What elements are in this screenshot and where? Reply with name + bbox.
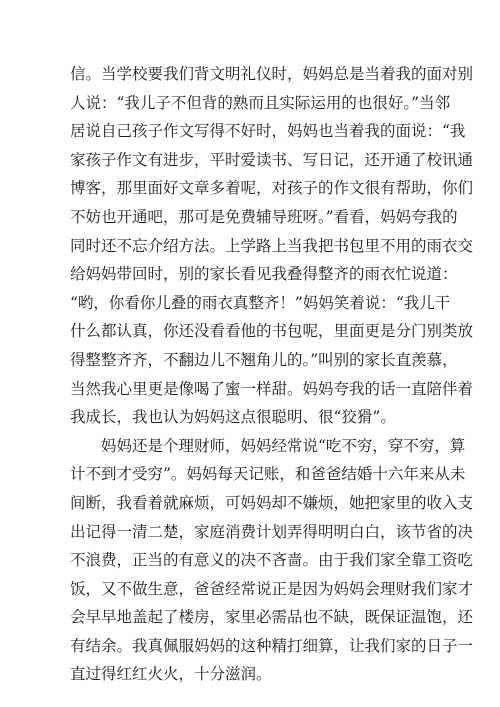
text-line: 妈妈还是个理财师，妈妈经常说“吃不穷，穿不穷，算 <box>101 436 466 455</box>
text-line: 人说：“我儿子不但背的熟而且实际运用的也很好。”当邻 <box>70 93 451 112</box>
text-line: 间断，我看着就麻烦，可妈妈却不嫌烦，她把家里的收入支 <box>70 493 474 512</box>
text-line: 不浪费，正当的有意义的决不吝啬。由于我们家全靠工资吃 <box>70 551 474 570</box>
text-line: 饭，又不做生意，爸爸经常说正是因为妈妈会理财我们家才 <box>70 579 474 598</box>
text-line: 当然我心里更是像喝了蜜一样甜。妈妈夸我的话一直陪伴着 <box>70 379 474 398</box>
text-line: 信。当学校要我们背文明礼仪时，妈妈总是当着我的面对别 <box>70 65 474 83</box>
text-line: 有结余。我真佩服妈妈的这种精打细算，让我们家的日子一 <box>70 636 474 655</box>
text-line: 直过得红红火火，十分滋润。 <box>70 665 272 684</box>
text-line: 博客，那里面好文章多着呢，对孩子的作文很有帮助，你们 <box>70 179 474 198</box>
text-line: 计不到才受穷”。妈妈每天记账，和爸爸结婚十六年来从未 <box>70 465 466 484</box>
text-line: 得整整齐齐，不翻边儿不翘角儿的。”叫别的家长直羡慕， <box>70 350 458 369</box>
paragraph-1 <box>70 60 474 432</box>
text-line: 同时还不忘介绍方法。上学路上当我把书包里不用的雨衣交 <box>70 236 474 255</box>
text-line: 出记得一清二楚，家庭消费计划弄得明明白白，该节省的决 <box>70 522 474 541</box>
text-line: “哟，你看你儿叠的雨衣真整齐！”妈妈笑着说：“我儿干 <box>70 293 451 312</box>
text-line: 什么都认真，你还没看看他的书包呢，里面更是分门别类放 <box>70 322 474 341</box>
text-line: 不妨也开通吧，那可是免费辅导班呀。”看看，妈妈夸我的 <box>70 207 458 226</box>
paragraph-2 <box>70 432 474 689</box>
body-text <box>70 60 474 689</box>
text-line: 居说自己孩子作文写得不好时，妈妈也当着我的面说：“我 <box>70 122 466 141</box>
text-line: 会早早地盖起了楼房，家里必需品也不缺，既保证温饱，还 <box>70 608 474 627</box>
text-line: 给妈妈带回时，别的家长看见我叠得整齐的雨衣忙说道： <box>70 265 458 284</box>
text-line: 家孩子作文有进步，平时爱读书、写日记，还开通了校讯通 <box>70 150 474 169</box>
text-line: 我成长，我也认为妈妈这点很聪明、很“狡猾”。 <box>70 408 396 427</box>
